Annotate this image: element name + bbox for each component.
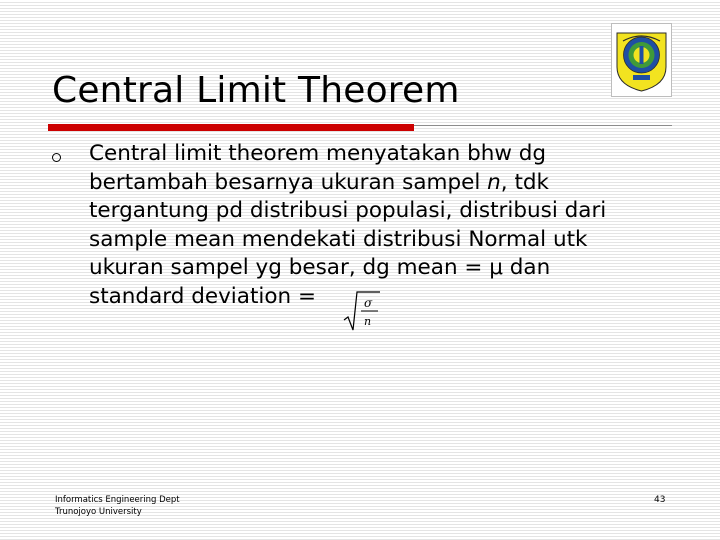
bullet-text	[89, 140, 679, 311]
bullet-line-text: bertambah besarnya ukuran sampel	[89, 169, 488, 195]
page-number: 43	[654, 495, 666, 505]
bullet-line: Central limit theorem menyatakan bhw dg	[89, 141, 547, 166]
bullet-line	[89, 169, 679, 198]
university-emblem-icon	[613, 27, 670, 93]
bullet-line: standard deviation =	[89, 283, 316, 309]
std-error-formula	[342, 288, 382, 332]
footer-department	[55, 495, 180, 518]
bullet-line: tergantung pd distribusi populasi, distribusi dari	[89, 198, 607, 223]
formula-numerator: σ	[364, 296, 373, 310]
bullet-line: sample mean mendekati distribusi Normal utk	[89, 226, 588, 252]
university-logo	[611, 23, 672, 97]
formula-denominator: n	[364, 315, 372, 328]
bullet-line-suffix: , tdk	[500, 169, 549, 195]
footer-university-line: Trunojoyo University	[55, 506, 142, 517]
footer-dept-line: Informatics Engineering Dept	[55, 495, 180, 505]
bullet-icon	[52, 153, 61, 162]
bullet-line: ukuran sampel yg besar, dg mean = μ dan	[89, 255, 551, 280]
slide-title: Central Limit Theorem	[52, 70, 460, 111]
title-accent-bar	[48, 124, 414, 131]
italic-n: n	[487, 169, 501, 195]
